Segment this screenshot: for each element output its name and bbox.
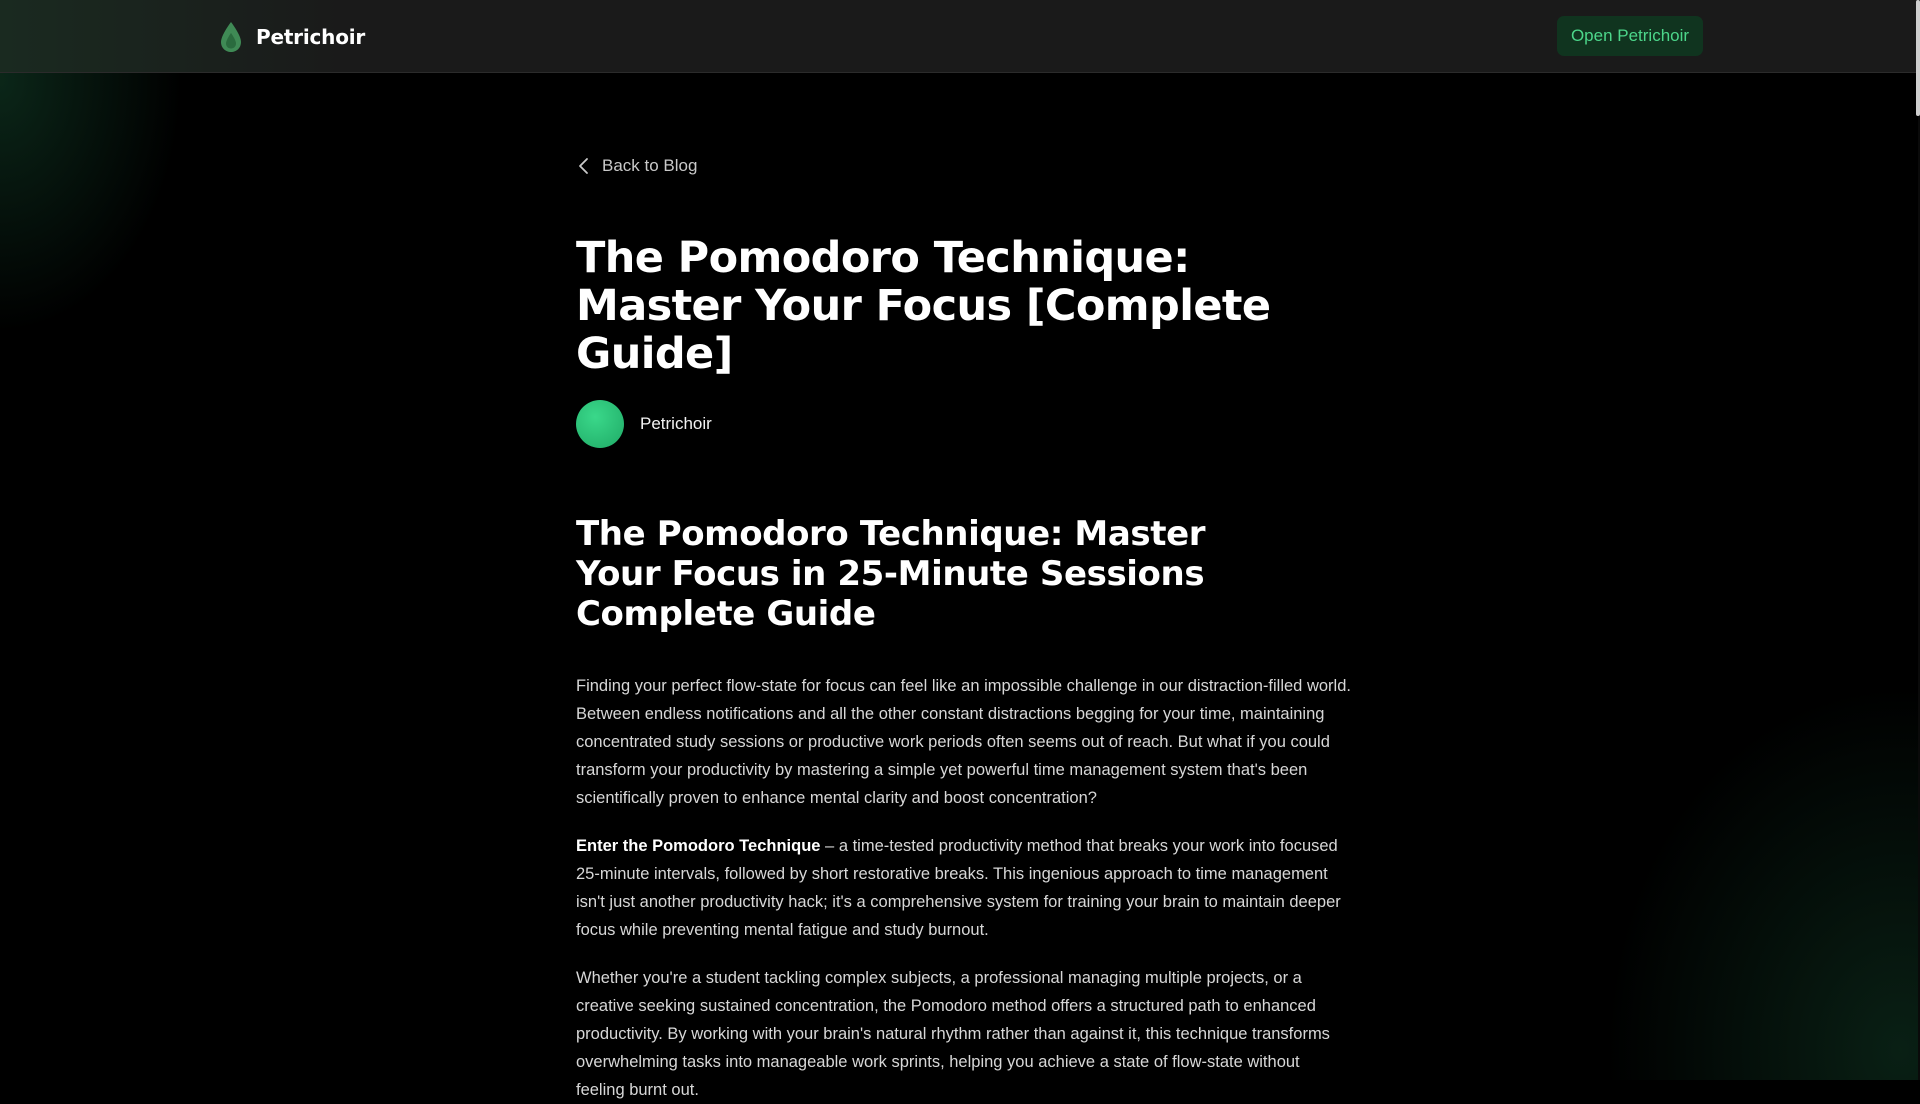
droplet-icon xyxy=(218,21,244,53)
emphasis-text: Enter the Pomodoro Technique xyxy=(576,837,821,855)
paragraph-audience: Whether you're a student tackling complex subjects, a professional managing multiple projects, or a creative seeking sustained concentration, the Pomodoro method offers a structured path to enhanced productivity. By working with your brain's natural rhythm rather than against it, this technique transforms overwhelming tasks into manageable work sprints, helping you achieve a state of flow-state without feeling burnt out. xyxy=(576,969,1330,1099)
chevron-left-icon xyxy=(576,157,592,175)
brand-logo-link[interactable] xyxy=(218,20,365,54)
article-container xyxy=(576,150,1351,1104)
content-heading: The Pomodoro Technique: Master Your Focus in 25-Minute Sessions Complete Guide xyxy=(576,514,1206,634)
open-app-button[interactable]: Open Petrichoir xyxy=(1557,16,1703,56)
paragraph-enter-technique xyxy=(576,832,1351,944)
author-avatar xyxy=(576,400,624,448)
paragraph-intro: Finding your perfect flow-state for focus can feel like an impossible challenge in our distraction-filled world. Between endless notifications and all the other constant distractions begging for your time, maintaining concentrated study sessions or productive work periods often seems out of reach. But what if you could transform your productivity by mastering a simple yet powerful time management system that's been scientifically proven to enhance mental clarity and boost concentration? xyxy=(576,677,1351,807)
post-title: The Pomodoro Technique: Master Your Focus [Complete Guide] xyxy=(576,233,1271,379)
author-name: Petrichoir xyxy=(640,414,712,433)
paragraph-text: – a time-tested productivity method that breaks your work into focused 25-minute intervals, followed by short restorative breaks. This ingenious approach to time management isn't just another productivity hack; it's a comprehensive system for training your brain to maintain deeper focus while preventing mental fatigue and study burnout. xyxy=(576,837,1341,939)
scrollbar-thumb[interactable] xyxy=(1916,0,1920,116)
author-byline xyxy=(576,400,1346,448)
back-link-label: Back to Blog xyxy=(602,156,698,175)
back-to-blog-link[interactable] xyxy=(576,150,716,182)
brand-name: Petrichoir xyxy=(256,25,366,49)
top-navigation-bar xyxy=(0,0,1918,73)
